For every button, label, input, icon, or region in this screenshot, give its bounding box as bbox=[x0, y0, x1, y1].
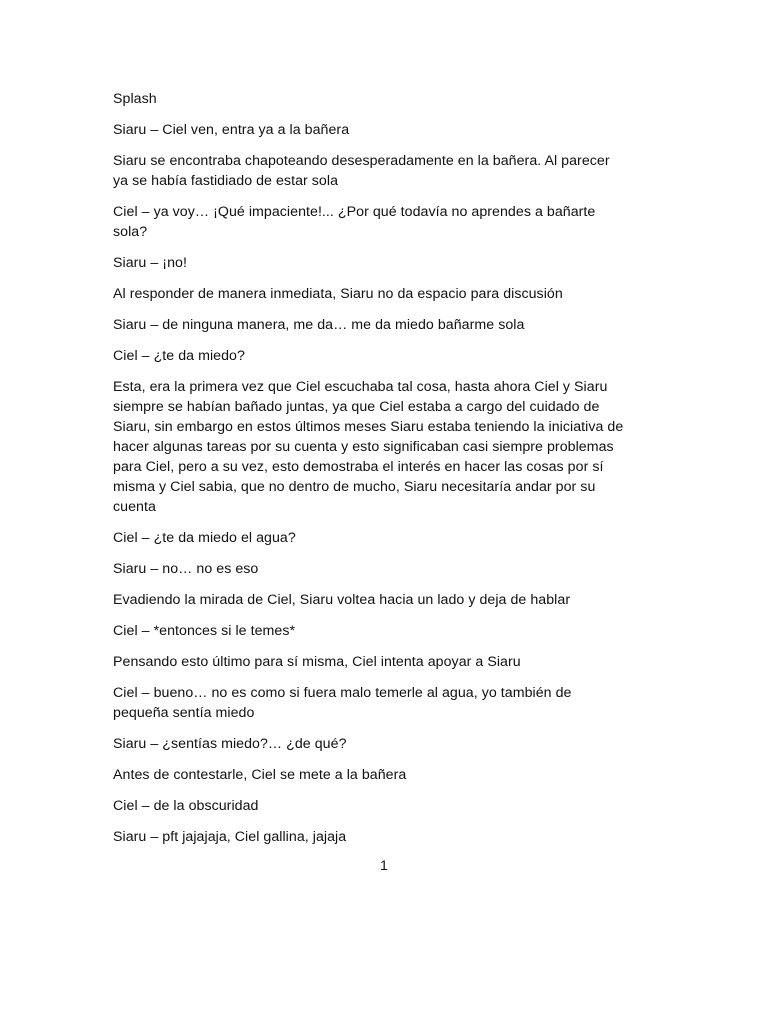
page-number: 1 bbox=[380, 858, 388, 874]
dialogue-line: Ciel – de la obscuridad bbox=[113, 798, 259, 814]
dialogue-line: Siaru – de ninguna manera, me da… me da miedo bañarme sola bbox=[113, 317, 525, 333]
narration-paragraph: Evadiendo la mirada de Ciel, Siaru voltea hacia un lado y deja de hablar bbox=[113, 592, 571, 608]
narration-paragraph: Antes de contestarle, Ciel se mete a la bañera bbox=[113, 767, 407, 783]
narration-paragraph: Pensando esto último para sí misma, Ciel intenta apoyar a Siaru bbox=[113, 654, 521, 670]
narration-paragraph: Siaru se encontraba chapoteando desesperadamente en la bañera. Al parecer ya se había fastidiado de estar sola bbox=[113, 153, 610, 189]
dialogue-line: Ciel – ¿te da miedo el agua? bbox=[113, 530, 296, 546]
dialogue-line: Ciel – *entonces si le temes* bbox=[113, 623, 296, 639]
document-title: Splash bbox=[113, 91, 157, 107]
dialogue-line: Siaru – ¡no! bbox=[113, 255, 187, 271]
dialogue-line: Siaru – pft jajajaja, Ciel gallina, jajaja bbox=[113, 829, 347, 845]
dialogue-line: Siaru – no… no es eso bbox=[113, 561, 259, 577]
document-body bbox=[113, 89, 661, 858]
narration-paragraph: Esta, era la primera vez que Ciel escuchaba tal cosa, hasta ahora Ciel y Siaru siempre se habían bañado juntas, ya que Ciel estaba a cargo del cuidado de Siaru, sin embargo en estos últimos meses Siaru estaba teniendo la iniciativa de hacer algunas tareas por su cuenta y esto significaban casi siempre problemas para Ciel, pero a su vez, esto demostraba el interés en hacer las cosas por sí misma y Ciel sabia, que no dentro de mucho, Siaru necesitaría andar por su cuenta bbox=[113, 379, 624, 515]
narration-paragraph: Al responder de manera inmediata, Siaru no da espacio para discusión bbox=[113, 286, 563, 302]
dialogue-line: Siaru – Ciel ven, entra ya a la bañera bbox=[113, 122, 350, 138]
dialogue-line: Siaru – ¿sentías miedo?… ¿de qué? bbox=[113, 736, 347, 752]
dialogue-line: Ciel – bueno… no es como si fuera malo temerle al agua, yo también de pequeña sentía miedo bbox=[113, 685, 572, 721]
dialogue-line: Ciel – ¿te da miedo? bbox=[113, 348, 245, 364]
dialogue-line: Ciel – ya voy… ¡Qué impaciente!... ¿Por qué todavía no aprendes a bañarte sola? bbox=[113, 204, 596, 240]
